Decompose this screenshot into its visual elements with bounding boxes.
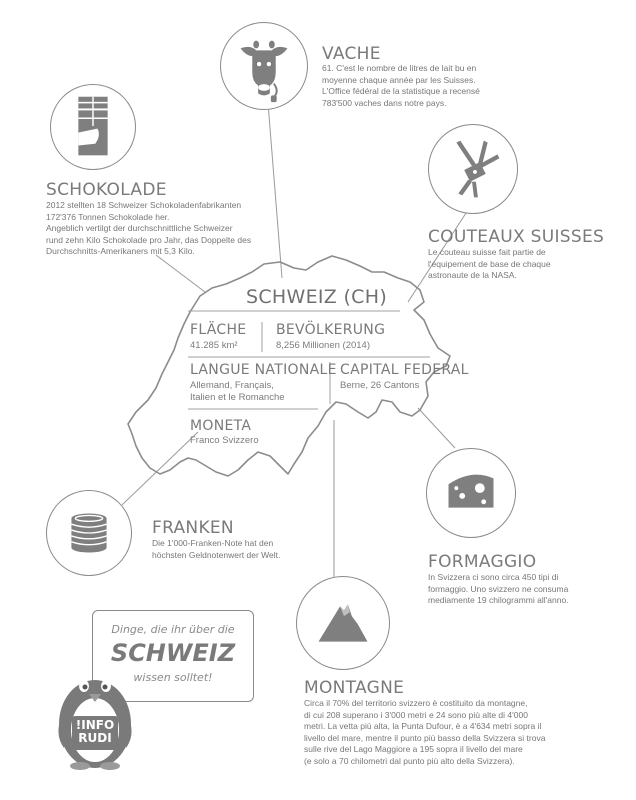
langue-value: Allemand, Français, Italien et le Romanche <box>190 380 285 403</box>
vache-title: VACHE <box>322 44 381 64</box>
schokolade-circle <box>50 84 136 170</box>
info-rudi-logo-line1: !INFO <box>75 718 115 732</box>
info-rudi-logo-line2: RUDI <box>78 731 112 745</box>
chocolate-bar-icon <box>51 85 135 169</box>
flaeche-label: FLÄCHE <box>190 322 247 338</box>
cow-icon <box>221 23 307 109</box>
swiss-army-knife-icon <box>429 125 517 213</box>
bevoelkerung-label: BEVÖLKERUNG <box>276 322 386 338</box>
formaggio-circle <box>426 448 516 538</box>
bubble-line2: SCHWEIZ <box>110 639 236 667</box>
coin-stack-icon <box>47 491 131 575</box>
vache-circle <box>220 22 308 110</box>
flaeche-value: 41.285 km² <box>190 340 238 351</box>
connector-formaggio <box>418 408 455 448</box>
montagne-title: MONTAGNE <box>304 678 405 698</box>
couteaux-text: Le couteau suisse fait partie de l'équipement de base de chaque astronaute de la NASA. <box>428 247 551 280</box>
montagne-circle <box>296 576 390 670</box>
moneta-label: MONETA <box>190 418 252 434</box>
map-title: SCHWEIZ (CH) <box>246 286 388 308</box>
franken-title: FRANKEN <box>152 518 234 538</box>
bubble-line3: wissen solltet! <box>133 671 213 684</box>
bevoelkerung-value: 8,256 Millionen (2014) <box>276 340 371 351</box>
bubble-line1: Dinge, die ihr über die <box>111 623 235 636</box>
schokolade-title: SCHOKOLADE <box>46 180 167 200</box>
info-rudi-logo <box>72 716 118 750</box>
schokolade-text: 2012 stellten 18 Schweizer Schokoladenfabrikanten 172'376 Tonnen Schokolade her. Angeblich vertilgt der durchschnittliche Schweizer rund zehn Kilo Schokolade pro Jahr, das Doppelte des Durchschnitts-Amerikaners mit 5,3 Kilo. <box>46 200 252 256</box>
mountain-icon <box>297 577 389 669</box>
formaggio-text: In Svizzera ci sono circa 450 tipi di formaggio. Uno svizzero ne consuma mediamente 19 chilogrammi all'anno. <box>428 572 569 605</box>
couteaux-title: COUTEAUX SUISSES <box>428 227 605 247</box>
langue-label: LANGUE NATIONALE <box>190 362 337 378</box>
vache-text: 61. C'est le nombre de litres de lait bu en moyenne chaque année par les Suisses. L'Office fédéral de la statistique a recensé 783'500 vaches dans notre pays. <box>322 63 480 108</box>
capital-label: CAPITAL FEDERAL <box>340 362 469 378</box>
formaggio-title: FORMAGGIO <box>428 552 537 572</box>
couteaux-circle <box>428 124 518 214</box>
franken-text: Die 1'000-Franken-Note hat den höchsten Geldnotenwert der Welt. <box>152 538 281 560</box>
franken-circle <box>46 490 132 576</box>
moneta-value: Franco Svizzero <box>190 435 259 446</box>
cheese-icon <box>427 449 515 537</box>
connector-schokolade <box>156 255 205 292</box>
connector-franken <box>122 432 198 505</box>
capital-value: Berne, 26 Cantons <box>340 380 420 391</box>
montagne-text: Circa il 70% del territorio svizzero è costituito da montagne, di cui 208 superano i 3'000 metri e 24 sono più alte di 4'000 metri. La vetta più alta, la Punta Dufour, è a 4'634 metri sopra il livello del mare, mentre il punto più basso della Svizzera si trova sulle rive del Lago Maggiore a 195 sopra il livello del mare (e solo a 70 chilometri dal punto più alto della Svizzera). <box>304 698 546 766</box>
